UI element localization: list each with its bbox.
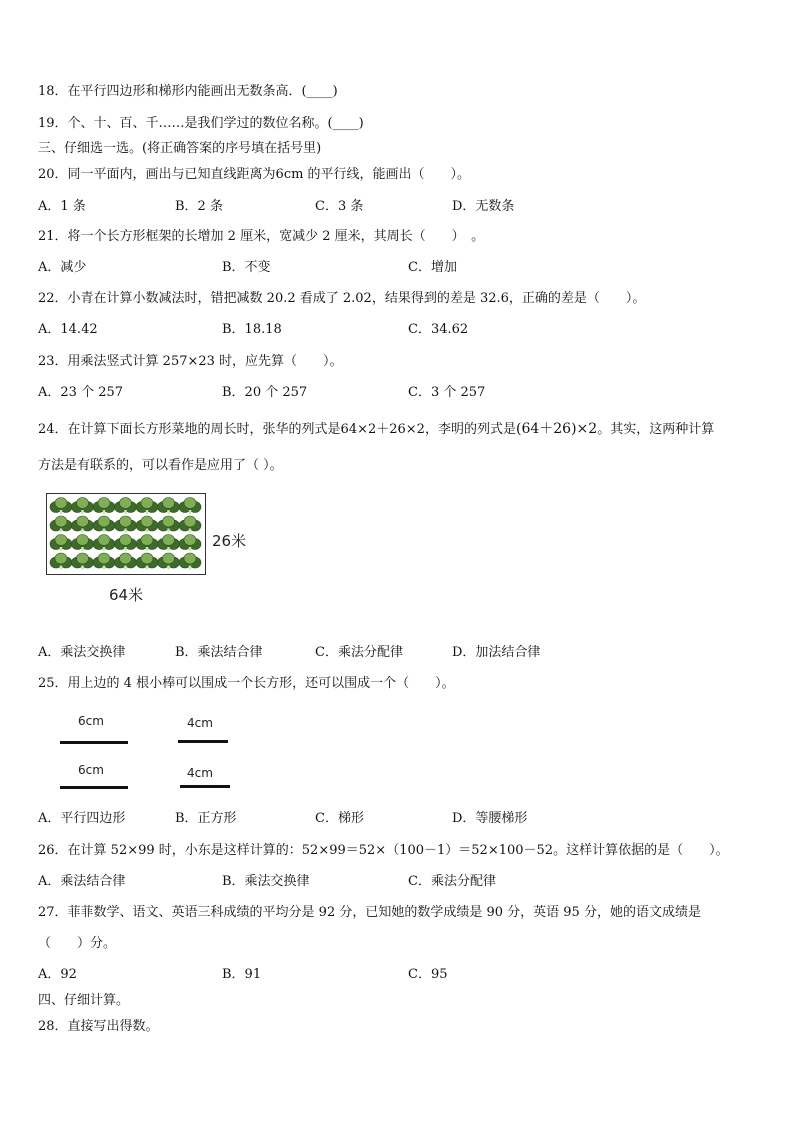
option-c[interactable]: C．乘法分配律 xyxy=(408,874,496,889)
cabbage-icon xyxy=(72,553,94,570)
question-27-options xyxy=(38,967,758,983)
option-d[interactable]: D．加法结合律 xyxy=(452,645,541,660)
cabbage-icon xyxy=(115,516,137,533)
question-26-stem: 26．在计算 52×99 时，小东是这样计算的：52×99＝52×（100－1）＝52×100－52。这样计算依据的是（ ）。 xyxy=(38,843,729,858)
stem-part-c: 。其实，这两种计算 xyxy=(597,422,715,437)
option-b[interactable]: B．2 条 xyxy=(175,199,223,214)
question-19: 19．个、十、百、千……是我们学过的数位名称。(____) xyxy=(38,116,364,131)
option-a[interactable]: A．14.42 xyxy=(38,322,98,337)
option-b[interactable]: B．乘法交换律 xyxy=(222,874,310,889)
liming-expression: (64＋26)×2 xyxy=(515,421,598,437)
cabbage-icon xyxy=(115,553,137,570)
cabbage-icon xyxy=(93,553,115,570)
width-label: 26米 xyxy=(212,532,247,550)
question-20-options xyxy=(38,199,758,215)
cabbage-icon xyxy=(158,553,180,570)
cabbage-icon xyxy=(179,498,201,515)
cabbage-icon xyxy=(179,516,201,533)
question-27-stem: 27．菲菲数学、语文、英语三科成绩的平均分是 92 分，已知她的数学成绩是 90 分，英语 95 分，她的语文成绩是 xyxy=(38,905,701,920)
option-b[interactable]: B．不变 xyxy=(222,260,271,275)
question-24-options xyxy=(38,645,758,661)
option-b[interactable]: B．20 个 257 xyxy=(222,385,308,400)
question-21-stem: 21．将一个长方形框架的长增加 2 厘米，宽减少 2 厘米，其周长（ ） 。 xyxy=(38,229,485,244)
cabbage-icon xyxy=(50,498,72,515)
question-26-options xyxy=(38,874,758,890)
cabbage-icon xyxy=(136,553,158,570)
option-c[interactable]: C．3 条 xyxy=(315,199,364,214)
option-a[interactable]: A．23 个 257 xyxy=(38,385,124,400)
cabbage-icon xyxy=(136,516,158,533)
option-a[interactable]: A．乘法结合律 xyxy=(38,874,126,889)
stem-part-b: ，李明的列式是 xyxy=(424,422,516,437)
option-c[interactable]: C．乘法分配律 xyxy=(315,645,403,660)
question-24-stem xyxy=(38,421,714,438)
option-b[interactable]: B．正方形 xyxy=(175,811,237,826)
question-24-stem-line2: 方法是有联系的，可以看作是应用了（ ）。 xyxy=(38,458,283,473)
cabbage-icon xyxy=(50,535,72,552)
section-3-heading: 三、仔细选一选。(将正确答案的序号填在括号里) xyxy=(38,141,322,156)
stick-1 xyxy=(60,741,128,744)
option-c[interactable]: C．34.62 xyxy=(408,322,469,337)
zhanghua-expression: 64×2＋26×2 xyxy=(340,422,425,437)
cabbage-icon xyxy=(72,498,94,515)
stick-3-label: 6cm xyxy=(78,763,104,777)
cabbage-icon xyxy=(158,516,180,533)
cabbage-icon xyxy=(93,535,115,552)
question-23-options xyxy=(38,385,758,401)
option-d[interactable]: D．等腰梯形 xyxy=(452,811,528,826)
cabbage-icon xyxy=(72,535,94,552)
cabbage-icon xyxy=(93,498,115,515)
cabbage-icon xyxy=(179,535,201,552)
option-a[interactable]: A．1 条 xyxy=(38,199,86,214)
cabbage-icon xyxy=(158,535,180,552)
option-d[interactable]: D．无数条 xyxy=(452,199,515,214)
question-23-stem: 23．用乘法竖式计算 257×23 时，应先算（ ）。 xyxy=(38,354,343,369)
question-22-options xyxy=(38,322,758,338)
stick-2-label: 4cm xyxy=(187,716,213,730)
stick-2 xyxy=(178,740,228,743)
section-4-heading: 四、仔细计算。 xyxy=(38,993,130,1008)
cabbage-grid xyxy=(47,494,205,574)
question-28: 28．直接写出得数。 xyxy=(38,1019,159,1034)
question-25-stem: 25．用上边的 4 根小棒可以围成一个长方形，还可以围成一个（ ）。 xyxy=(38,676,455,691)
cabbage-icon xyxy=(50,516,72,533)
question-18: 18．在平行四边形和梯形内能画出无数条高．(____) xyxy=(38,84,338,99)
option-a[interactable]: A．减少 xyxy=(38,260,87,275)
stick-4-label: 4cm xyxy=(187,766,213,780)
question-22-stem: 22．小青在计算小数减法时，错把减数 20.2 看成了 2.02，结果得到的差是 32.6，正确的差是（ ）。 xyxy=(38,291,646,306)
stem-part-a: 24．在计算下面长方形菜地的周长时，张华的列式是 xyxy=(38,422,341,437)
cabbage-icon xyxy=(115,498,137,515)
cabbage-icon xyxy=(179,553,201,570)
stick-4 xyxy=(180,785,230,788)
option-c[interactable]: C．95 xyxy=(408,967,448,982)
option-a[interactable]: A．乘法交换律 xyxy=(38,645,126,660)
option-c[interactable]: C．3 个 257 xyxy=(408,385,486,400)
cabbage-icon xyxy=(115,535,137,552)
option-b[interactable]: B．18.18 xyxy=(222,322,282,337)
stick-3 xyxy=(60,786,128,789)
option-a[interactable]: A．平行四边形 xyxy=(38,811,126,826)
cabbage-icon xyxy=(136,535,158,552)
length-label: 64米 xyxy=(109,586,144,604)
option-b[interactable]: B．91 xyxy=(222,967,262,982)
cabbage-icon xyxy=(50,553,72,570)
question-21-options xyxy=(38,260,758,276)
cabbage-icon xyxy=(72,516,94,533)
cabbage-icon xyxy=(136,498,158,515)
vegetable-field-image xyxy=(46,493,206,575)
option-b[interactable]: B．乘法结合律 xyxy=(175,645,263,660)
option-a[interactable]: A．92 xyxy=(38,967,77,982)
question-20-stem: 20．同一平面内，画出与已知直线距离为6cm 的平行线，能画出（ ）。 xyxy=(38,167,471,182)
cabbage-icon xyxy=(93,516,115,533)
stick-1-label: 6cm xyxy=(78,714,104,728)
cabbage-icon xyxy=(158,498,180,515)
question-27-stem-line2: （ ）分。 xyxy=(38,936,117,951)
question-25-options xyxy=(38,811,758,827)
option-c[interactable]: C．增加 xyxy=(408,260,457,275)
option-c[interactable]: C．梯形 xyxy=(315,811,364,826)
